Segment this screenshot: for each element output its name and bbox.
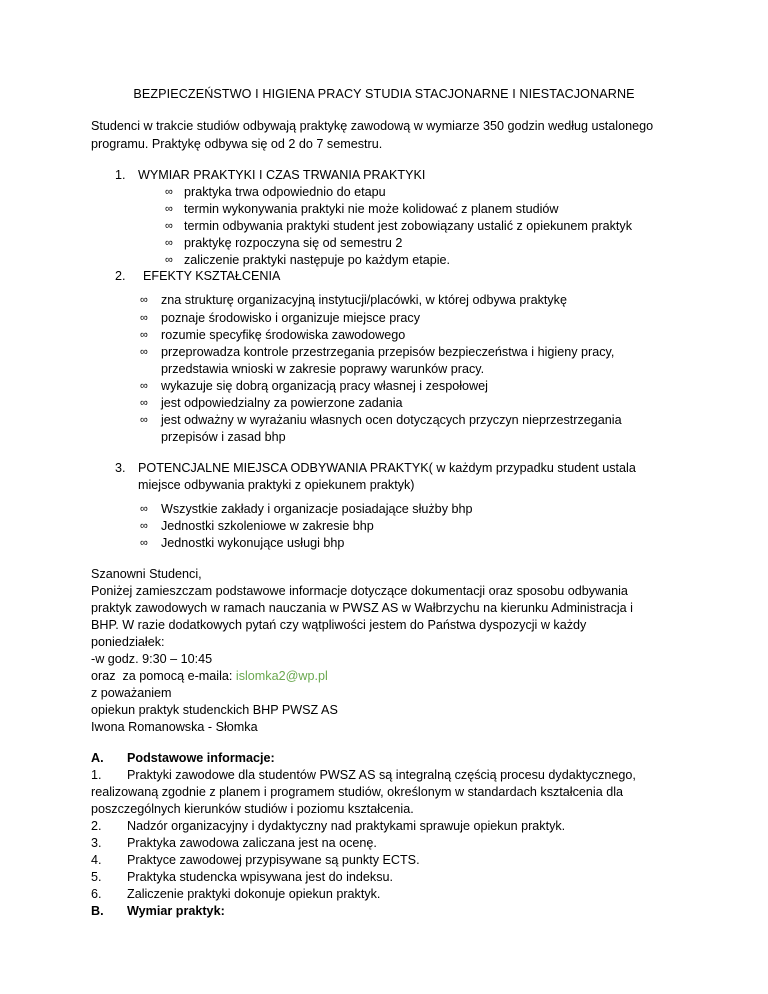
bullet-icon: ∞: [140, 397, 148, 409]
numbered-item-number: 2.: [91, 819, 102, 833]
numbered-item: Nadzór organizacyjny i dydaktyczny nad praktykami sprawuje opiekun praktyk.: [127, 819, 566, 833]
signature-name: Iwona Romanowska - Słomka: [91, 720, 258, 734]
list-item: Jednostki wykonujące usługi bhp: [161, 536, 345, 550]
intro-line: programu. Praktykę odbywa się od 2 do 7 semestru.: [91, 137, 383, 151]
bullet-icon: ∞: [165, 237, 173, 249]
bullet-icon: ∞: [140, 537, 148, 549]
list-item: rozumie specyfikę środowiska zawodowego: [161, 328, 406, 342]
list-item: termin odbywania praktyki student jest zobowiązany ustalić z opiekunem praktyk: [184, 219, 632, 233]
section-heading: WYMIAR PRAKTYKI I CZAS TRWANIA PRAKTYKI: [138, 168, 426, 182]
list-item: zna strukturę organizacyjną instytucji/placówki, w której odbywa praktykę: [161, 293, 567, 307]
list-item: zaliczenie praktyki następuje po każdym etapie.: [184, 253, 451, 267]
closing-line: z poważaniem: [91, 686, 172, 700]
letter-line: -w godz. 9:30 – 10:45: [91, 652, 213, 666]
letter-email-line: [91, 668, 328, 684]
section-letter: B.: [91, 904, 104, 918]
email-label: oraz za pomocą e-maila:: [91, 669, 236, 683]
numbered-item-number: 1.: [91, 768, 102, 782]
list-item: poznaje środowisko i organizuje miejsce pracy: [161, 311, 420, 325]
numbered-item-number: 6.: [91, 887, 102, 901]
numbered-item-continuation: poszczególnych kierunków studiów i poziomu kształcenia.: [91, 802, 414, 816]
bullet-icon: ∞: [165, 203, 173, 215]
section-heading: POTENCJALNE MIEJSCA ODBYWANIA PRAKTYK( w każdym przypadku student ustala: [138, 461, 636, 475]
bullet-icon: ∞: [140, 503, 148, 515]
section-heading: EFEKTY KSZTAŁCENIA: [143, 269, 281, 283]
bullet-icon: ∞: [140, 329, 148, 341]
list-item: przeprowadza kontrole przestrzegania przepisów bezpieczeństwa i higieny pracy,: [161, 345, 615, 359]
letter-line: poniedziałek:: [91, 635, 165, 649]
section-number: 2.: [115, 269, 126, 283]
document-title: BEZPIECZEŃSTWO I HIGIENA PRACY STUDIA STACJONARNE I NIESTACJONARNE: [133, 87, 635, 101]
numbered-item-number: 4.: [91, 853, 102, 867]
list-item-continuation: przedstawia wnioski w zakresie poprawy warunków pracy.: [161, 362, 485, 376]
list-item: termin wykonywania praktyki nie może kolidować z planem studiów: [184, 202, 559, 216]
section-number: 3.: [115, 461, 126, 475]
bullet-icon: ∞: [140, 380, 148, 392]
letter-line: BHP. W razie dodatkowych pytań czy wątpliwości jestem do Państwa dyspozycji w każdy: [91, 618, 587, 632]
email-link[interactable]: islomka2@wp.pl: [235, 669, 328, 683]
list-item-continuation: przepisów i zasad bhp: [161, 430, 286, 444]
bullet-icon: ∞: [140, 294, 148, 306]
list-item: Jednostki szkoleniowe w zakresie bhp: [161, 519, 374, 533]
list-item: jest odpowiedzialny za powierzone zadania: [161, 396, 403, 410]
bullet-icon: ∞: [165, 220, 173, 232]
section-heading-continuation: miejsce odbywania praktyki z opiekunem praktyk): [138, 478, 415, 492]
list-item: jest odważny w wyrażaniu własnych ocen dotyczących przyczyn nieprzestrzegania: [161, 413, 622, 427]
list-item: praktyka trwa odpowiednio do etapu: [184, 185, 386, 199]
bullet-icon: ∞: [140, 414, 148, 426]
letter-line: Szanowni Studenci,: [91, 567, 202, 581]
numbered-item-continuation: realizowaną zgodnie z planem i programem studiów, określonym w standardach kształcenia dla: [91, 785, 624, 799]
section-heading: Wymiar praktyk:: [127, 904, 225, 918]
section-heading: Podstawowe informacje:: [127, 751, 275, 765]
section-number: 1.: [115, 168, 126, 182]
list-item: praktykę rozpoczyna się od semestru 2: [184, 236, 403, 250]
numbered-item-number: 5.: [91, 870, 102, 884]
list-item: Wszystkie zakłady i organizacje posiadające służby bhp: [161, 502, 473, 516]
bullet-icon: ∞: [140, 346, 148, 358]
numbered-item: Praktyki zawodowe dla studentów PWSZ AS są integralną częścią procesu dydaktycznego,: [127, 768, 636, 782]
bullet-icon: ∞: [165, 186, 173, 198]
numbered-item-number: 3.: [91, 836, 102, 850]
list-item: wykazuje się dobrą organizacją pracy własnej i zespołowej: [161, 379, 488, 393]
letter-line: praktyk zawodowych w ramach nauczania w PWSZ AS w Wałbrzychu na kierunku Administracja i: [91, 601, 633, 615]
letter-line: Poniżej zamieszczam podstawowe informacje dotyczące dokumentacji oraz sposobu odbywania: [91, 584, 628, 598]
closing-line: opiekun praktyk studenckich BHP PWSZ AS: [91, 703, 338, 717]
bullet-icon: ∞: [165, 254, 173, 266]
numbered-item: Praktyka zawodowa zaliczana jest na ocenę.: [127, 836, 377, 850]
section-letter: A.: [91, 751, 104, 765]
numbered-item: Zaliczenie praktyki dokonuje opiekun praktyk.: [127, 887, 381, 901]
numbered-item: Praktyka studencka wpisywana jest do indeksu.: [127, 870, 394, 884]
bullet-icon: ∞: [140, 520, 148, 532]
numbered-item: Praktyce zawodowej przypisywane są punkty ECTS.: [127, 853, 420, 867]
bullet-icon: ∞: [140, 312, 148, 324]
intro-line: Studenci w trakcie studiów odbywają praktykę zawodową w wymiarze 350 godzin według ustalonego: [91, 119, 654, 133]
